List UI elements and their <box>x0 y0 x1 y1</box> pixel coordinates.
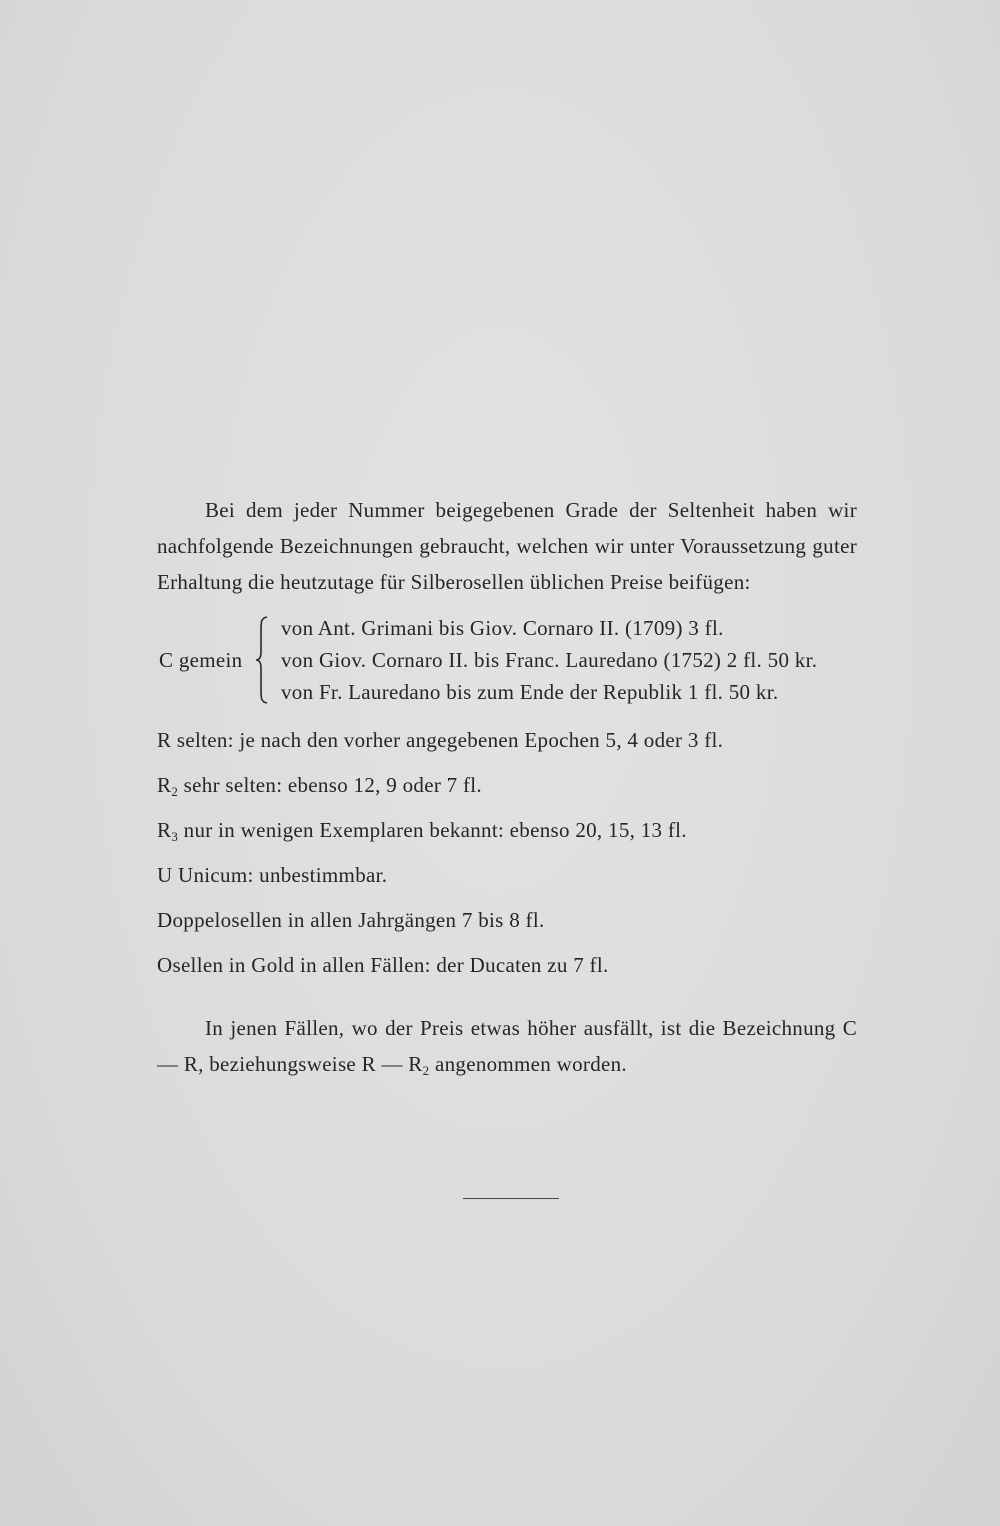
closing-text: In jenen Fällen, wo der Preis etwas höher ausfällt, ist die Bezeichnung C — R, beziehungsweise R — R <box>157 1016 857 1076</box>
doppelosellen-line <box>157 898 857 943</box>
grade-symbol: R <box>157 773 172 797</box>
grade-r3-line <box>157 808 857 853</box>
grade-subscript: 3 <box>171 829 179 844</box>
rarity-list <box>157 718 857 988</box>
grade-c-periods <box>281 612 857 708</box>
grade-text: selten: je nach den vorher angegebenen Epochen 5, 4 oder 3 fl. <box>171 728 724 752</box>
intro-paragraph: Bei dem jeder Nummer beigegebenen Grade der Seltenheit haben wir nachfolgende Bezeichnungen gebraucht, welchen wir unter Voraussetzung guter Erhaltung die heutzutage für Silberosellen üblichen Preise beifügen: <box>157 498 857 594</box>
grade-c-period-3: von Fr. Lauredano bis zum Ende der Republik 1 fl. 50 kr. <box>281 680 779 704</box>
grade-text: nur in wenigen Exemplaren bekannt: ebenso 20, 15, 13 fl. <box>178 818 687 842</box>
grade-r-line <box>157 718 857 763</box>
gold-osellen-line <box>157 943 857 988</box>
grade-symbol: U <box>157 863 173 887</box>
grade-c-period-2: von Giov. Cornaro II. bis Franc. Lauredano (1752) 2 fl. 50 kr. <box>281 648 818 672</box>
grade-c-group <box>157 612 857 708</box>
text-block <box>157 492 857 1082</box>
closing-subscript: 2 <box>422 1063 430 1078</box>
grade-u-line <box>157 853 857 898</box>
closing-paragraph <box>157 1010 857 1082</box>
grade-symbol: R <box>157 728 172 752</box>
grade-text: sehr selten: ebenso 12, 9 oder 7 fl. <box>178 773 482 797</box>
grade-c-period-1: von Ant. Grimani bis Giov. Cornaro II. (1709) 3 fl. <box>281 616 724 640</box>
grade-subscript: 2 <box>171 784 179 799</box>
grade-symbol: R <box>157 818 172 842</box>
grade-text: Osellen in Gold in allen Fällen: der Ducaten zu 7 fl. <box>157 953 609 977</box>
grade-r2-line <box>157 763 857 808</box>
curly-brace-icon <box>255 616 269 704</box>
grade-text: Doppelosellen in allen Jahrgängen 7 bis 8 fl. <box>157 908 545 932</box>
grade-c-label: C gemein <box>159 648 243 672</box>
grade-text: Unicum: unbestimmbar. <box>172 863 388 887</box>
closing-text-end: angenommen worden. <box>429 1052 627 1076</box>
section-divider <box>463 1198 559 1199</box>
